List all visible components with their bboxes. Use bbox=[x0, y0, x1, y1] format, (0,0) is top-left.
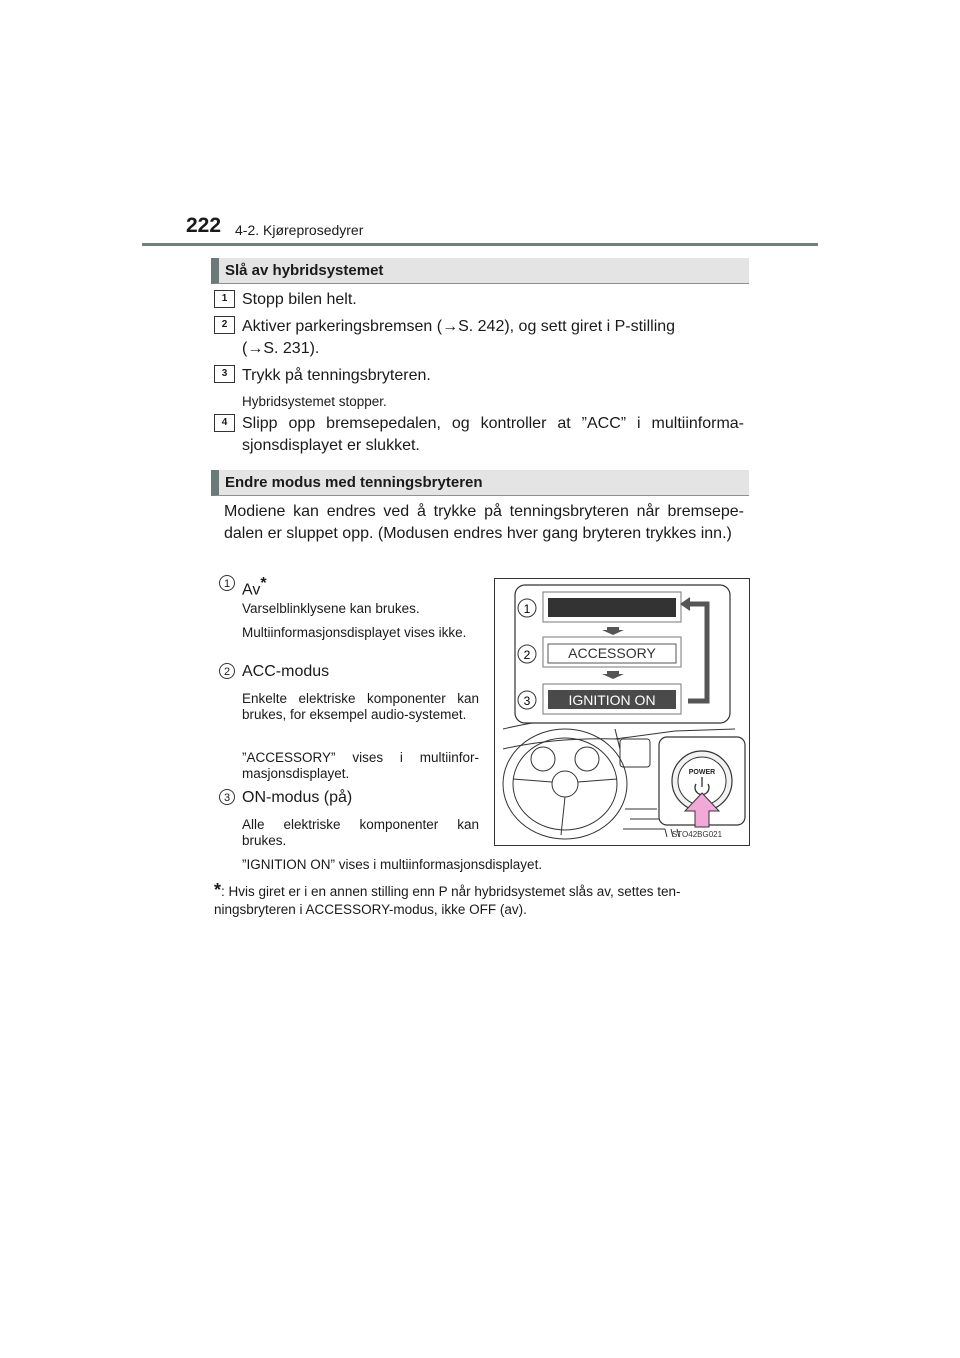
step-2-text-d: S. 231). bbox=[263, 340, 320, 357]
mode-2-line-1: Enkelte elektriske komponenter kan brukes, for eksempel audio-systemet. bbox=[242, 691, 479, 722]
step-3-note: Hybridsystemet stopper. bbox=[242, 394, 387, 409]
mode-number-1: 1 bbox=[219, 575, 235, 591]
step-number-2: 2 bbox=[214, 316, 235, 334]
modes-intro: Modiene kan endres ved å trykke på tenningsbryteren når bremsepe-dalen er sluppet opp. (Modusen endres hver gang bryteren trykkes inn.) bbox=[224, 503, 744, 542]
step-4-text: Slipp opp bremsepedalen, og kontroller at ”ACC” i multiinforma-sjonsdisplayet er slukket. bbox=[242, 415, 744, 454]
footnote bbox=[214, 881, 754, 919]
step-2-text bbox=[242, 316, 752, 360]
mode-3-extra: ”IGNITION ON” vises i multiinformasjonsdisplayet. bbox=[242, 857, 543, 872]
arrow-icon: → bbox=[442, 318, 459, 335]
header-divider bbox=[142, 243, 818, 246]
mode-3-title: ON-modus (på) bbox=[242, 789, 353, 806]
mode-1-title-text: Av bbox=[242, 581, 261, 599]
figure-label-1: 1 bbox=[523, 602, 531, 616]
step-3-text: Trykk på tenningsbryteren. bbox=[242, 367, 431, 384]
mode-2-title: ACC-modus bbox=[242, 663, 330, 680]
step-2-text-b: S. 242), og sett giret i P-stilling bbox=[458, 318, 676, 335]
mode-number-2: 2 bbox=[219, 663, 235, 679]
mode-2-line-2: ”ACCESSORY” vises i multiinfor-masjonsdisplayet. bbox=[242, 750, 479, 781]
figure-label-2: 2 bbox=[523, 648, 531, 662]
screen-label-accessory: ACCESSORY bbox=[568, 645, 656, 661]
ignition-illustration bbox=[495, 579, 749, 845]
step-2-text-c: ( bbox=[242, 340, 248, 357]
footnote-text: : Hvis giret er i en annen stilling enn P når hybridsystemet slås av, settes ten-ningsbryteren i ACCESSORY-modus, ikke OFF (av). bbox=[214, 884, 681, 917]
figure-label-3: 3 bbox=[523, 694, 531, 708]
mode-1-line-2: Multiinformasjonsdisplayet vises ikke. bbox=[242, 625, 467, 640]
step-2-text-a: Aktiver parkeringsbremsen ( bbox=[242, 318, 443, 335]
section-title-modes: Endre modus med tenningsbryteren bbox=[211, 470, 749, 496]
ignition-modes-figure bbox=[494, 578, 750, 846]
power-button-label: POWER bbox=[688, 769, 716, 776]
page-number: 222 bbox=[186, 214, 222, 237]
mode-3-line-1: Alle elektriske komponenter kan brukes. bbox=[242, 817, 479, 848]
step-number-1: 1 bbox=[214, 290, 235, 308]
mode-1-line-1: Varselblinklysene kan brukes. bbox=[242, 601, 420, 616]
section-title-shutdown: Slå av hybridsystemet bbox=[211, 258, 749, 284]
asterisk-icon: * bbox=[214, 880, 222, 900]
step-1-text: Stopp bilen helt. bbox=[242, 291, 357, 308]
figure-code: STO42BG021 bbox=[671, 830, 723, 839]
arrow-icon: → bbox=[247, 340, 264, 357]
step-number-3: 3 bbox=[214, 365, 235, 383]
mode-1-title bbox=[242, 573, 267, 601]
asterisk-icon: * bbox=[260, 575, 267, 592]
mode-number-3: 3 bbox=[219, 789, 235, 805]
chapter-title: 4-2. Kjøreprosedyrer bbox=[235, 222, 364, 238]
screen-label-ignition-on: IGNITION ON bbox=[568, 692, 656, 708]
step-number-4: 4 bbox=[214, 414, 235, 432]
